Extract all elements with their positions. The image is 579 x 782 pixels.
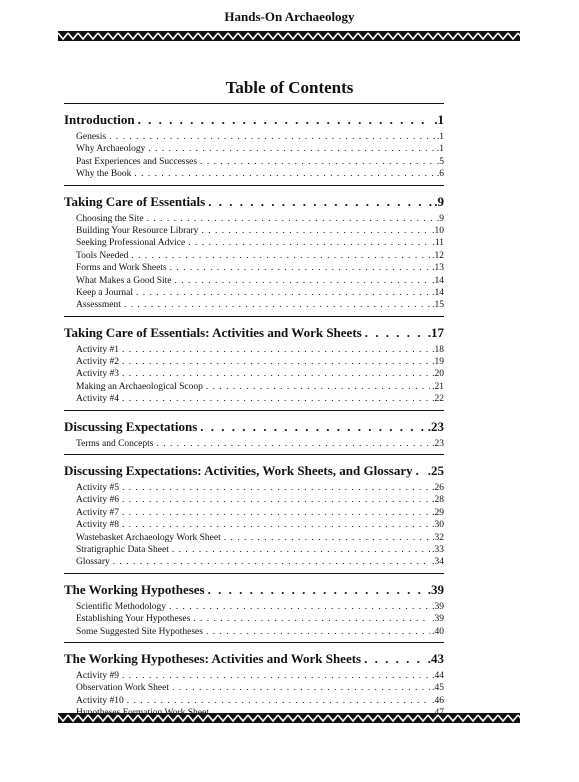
dot-leader: [206, 626, 430, 638]
toc-subentry: [64, 393, 444, 405]
decorative-border-top: [58, 31, 520, 41]
toc-subentry: [64, 213, 444, 225]
toc-section: [64, 316, 444, 410]
toc-subentry: [64, 626, 444, 638]
subentry-page-number: .29: [432, 507, 444, 518]
toc-subentry: [64, 381, 444, 393]
dot-leader: [188, 237, 430, 249]
subentry-title: Activity #10: [76, 695, 124, 706]
chapter-page-number: .25: [427, 463, 444, 479]
subentry-page-number: .46: [432, 695, 444, 706]
dot-leader: [124, 299, 430, 311]
subentry-title: Activity #4: [76, 394, 120, 405]
subentry-page-number: .1: [436, 132, 444, 142]
subentry-title: Past Experiences and Successes: [76, 156, 198, 167]
subentry-page-number: .5: [436, 156, 444, 167]
toc-section: [64, 103, 444, 185]
toc-chapter-entry: [64, 110, 444, 129]
chapter-title: Taking Care of Essentials: [64, 193, 206, 209]
table-of-contents: [64, 103, 444, 724]
dot-leader: [113, 556, 430, 568]
toc-section: [64, 573, 444, 642]
subentry-title: Why the Book: [76, 169, 132, 180]
decorative-border-bottom: [58, 713, 520, 723]
dot-leader: [156, 438, 430, 450]
subentry-page-number: .12: [432, 250, 444, 261]
subentry-title: Observation Work Sheet: [76, 683, 169, 694]
subentry-page-number: .39: [432, 601, 444, 612]
subentry-title: Activity #5: [76, 483, 120, 494]
dot-leader: [134, 168, 434, 180]
subentry-page-number: .11: [432, 238, 444, 249]
dot-leader: [208, 192, 432, 211]
toc-section: [64, 642, 444, 724]
dot-leader: [147, 213, 435, 225]
toc-subentry: [64, 682, 444, 694]
subentry-page-number: .44: [432, 670, 444, 681]
toc-section: [64, 410, 444, 454]
dot-leader: [138, 110, 433, 129]
subentry-page-number: .32: [432, 532, 444, 543]
subentry-page-number: .20: [432, 369, 444, 380]
subentry-page-number: .26: [432, 483, 444, 494]
dot-leader: [127, 695, 430, 707]
toc-subentries: [64, 438, 444, 450]
subentry-title: Terms and Concepts: [76, 438, 154, 449]
subentry-page-number: .13: [432, 263, 444, 274]
subentry-page-number: .39: [432, 614, 444, 625]
toc-subentry: [64, 601, 444, 613]
dot-leader: [122, 670, 430, 682]
toc-section: [64, 454, 444, 573]
toc-subentry: [64, 695, 444, 707]
toc-subentry: [64, 237, 444, 249]
subentry-title: Making an Archaeological Scoop: [76, 381, 203, 392]
subentry-page-number: .10: [432, 225, 444, 236]
subentry-title: Seeking Professional Advice: [76, 238, 186, 249]
dot-leader: [122, 482, 430, 494]
toc-subentries: [64, 213, 444, 312]
dot-leader: [122, 356, 430, 368]
subentry-title: Forms and Work Sheets: [76, 263, 167, 274]
toc-subentry: [64, 544, 444, 556]
subentry-page-number: .33: [432, 544, 444, 555]
page-title: Table of Contents: [225, 78, 354, 97]
subentry-title: Activity #3: [76, 369, 120, 380]
dot-leader: [169, 601, 430, 613]
dot-leader: [122, 507, 430, 519]
dot-leader: [364, 649, 426, 668]
subentry-page-number: .28: [432, 495, 444, 506]
chapter-title: Discussing Expectations: Activities, Work Sheets, and Glossary: [64, 463, 413, 479]
toc-subentry: [64, 299, 444, 311]
subentry-title: Assessment: [76, 300, 121, 311]
dot-leader: [122, 368, 430, 380]
toc-subentry: [64, 556, 444, 568]
toc-subentry: [64, 507, 444, 519]
dot-leader: [131, 250, 430, 262]
subentry-page-number: .18: [432, 344, 444, 355]
subentry-title: Building Your Resource Library: [76, 225, 199, 236]
toc-subentry: [64, 225, 444, 237]
subentry-title: Activity #2: [76, 357, 120, 368]
toc-chapter-entry: [64, 649, 444, 668]
toc-subentry: [64, 670, 444, 682]
toc-subentry: [64, 368, 444, 380]
subentry-title: Activity #6: [76, 495, 120, 506]
toc-subentry: [64, 344, 444, 356]
subentry-page-number: .19: [432, 357, 444, 368]
toc-subentry: [64, 275, 444, 287]
subentry-page-number: .14: [432, 275, 444, 286]
dot-leader: [122, 494, 430, 506]
subentry-title: Glossary: [76, 557, 110, 568]
subentry-title: Activity #9: [76, 670, 120, 681]
subentry-title: Tools Needed: [76, 250, 129, 261]
subentry-title: Keep a Journal: [76, 287, 133, 298]
dot-leader: [193, 613, 430, 625]
chapter-page-number: .43: [427, 650, 444, 666]
dot-leader: [206, 381, 430, 393]
dot-leader: [200, 417, 425, 436]
chapter-title: Taking Care of Essentials: Activities and Work Sheets: [64, 324, 362, 340]
chapter-page-number: .23: [427, 418, 444, 434]
subentry-page-number: .1: [436, 144, 444, 155]
subentry-page-number: .23: [432, 438, 444, 449]
dot-leader: [148, 143, 434, 155]
chapter-title: Discussing Expectations: [64, 418, 198, 434]
toc-chapter-entry: [64, 580, 444, 599]
chapter-page-number: .17: [427, 324, 444, 340]
subentry-title: What Makes a Good Site: [76, 275, 172, 286]
toc-subentries: [64, 344, 444, 406]
subentry-page-number: .45: [432, 683, 444, 694]
toc-subentry: [64, 143, 444, 155]
subentry-title: Some Suggested Site Hypotheses: [76, 626, 203, 637]
dot-leader: [201, 225, 430, 237]
dot-leader: [122, 393, 430, 405]
dot-leader: [175, 275, 431, 287]
chapter-page-number: .1: [434, 112, 444, 127]
toc-chapter-entry: [64, 417, 444, 436]
dot-leader: [224, 532, 430, 544]
subentry-title: Genesis: [76, 132, 107, 142]
toc-subentry: [64, 168, 444, 180]
chapter-title: Introduction: [64, 112, 135, 127]
dot-leader: [172, 682, 430, 694]
toc-subentry: [64, 356, 444, 368]
dot-leader: [416, 461, 426, 480]
subentry-page-number: .21: [432, 381, 444, 392]
subentry-title: Activity #8: [76, 520, 120, 531]
dot-leader: [365, 323, 426, 342]
toc-subentry: [64, 532, 444, 544]
subentry-title: Stratigraphic Data Sheet: [76, 544, 169, 555]
subentry-title: Choosing the Site: [76, 213, 144, 224]
subentry-title: Wastebasket Archaeology Work Sheet: [76, 532, 221, 543]
dot-leader: [136, 287, 430, 299]
toc-section: [64, 185, 444, 316]
chapter-page-number: .9: [434, 193, 444, 209]
chapter-title: The Working Hypotheses: Activities and Work Sheets: [64, 650, 362, 666]
toc-subentry: [64, 438, 444, 450]
toc-subentry: [64, 250, 444, 262]
toc-subentry: [64, 156, 444, 168]
subentry-title: Why Archaeology: [76, 144, 146, 155]
subentry-title: Activity #7: [76, 507, 120, 518]
toc-chapter-entry: [64, 192, 444, 211]
subentry-title: Establishing Your Hypotheses: [76, 614, 191, 625]
toc-subentry: [64, 613, 444, 625]
toc-subentries: [64, 131, 444, 181]
dot-leader: [122, 519, 430, 531]
subentry-page-number: .9: [436, 213, 444, 224]
chapter-title: The Working Hypotheses: [64, 581, 205, 597]
subentry-page-number: .15: [432, 300, 444, 311]
toc-subentries: [64, 482, 444, 569]
subentry-title: Scientific Methodology: [76, 601, 166, 612]
book-title: Hands-On Archaeology: [224, 9, 355, 24]
subentry-page-number: .40: [432, 626, 444, 637]
toc-subentry: [64, 482, 444, 494]
dot-leader: [208, 580, 426, 599]
toc-chapter-entry: [64, 461, 444, 480]
subentry-title: Activity #1: [76, 344, 120, 355]
subentry-page-number: .22: [432, 394, 444, 405]
toc-subentry: [64, 262, 444, 274]
toc-subentry: [64, 519, 444, 531]
dot-leader: [170, 262, 430, 274]
dot-leader: [172, 544, 430, 556]
toc-subentry: [64, 494, 444, 506]
subentry-page-number: .6: [436, 169, 444, 180]
subentry-page-number: .30: [432, 520, 444, 531]
toc-subentry: [64, 287, 444, 299]
toc-chapter-entry: [64, 323, 444, 342]
dot-leader: [122, 344, 430, 356]
subentry-page-number: .14: [432, 287, 444, 298]
dot-leader: [109, 131, 435, 143]
dot-leader: [200, 156, 435, 168]
subentry-page-number: .34: [432, 557, 444, 568]
chapter-page-number: .39: [427, 581, 444, 597]
toc-subentries: [64, 601, 444, 638]
toc-subentry: [64, 131, 444, 143]
